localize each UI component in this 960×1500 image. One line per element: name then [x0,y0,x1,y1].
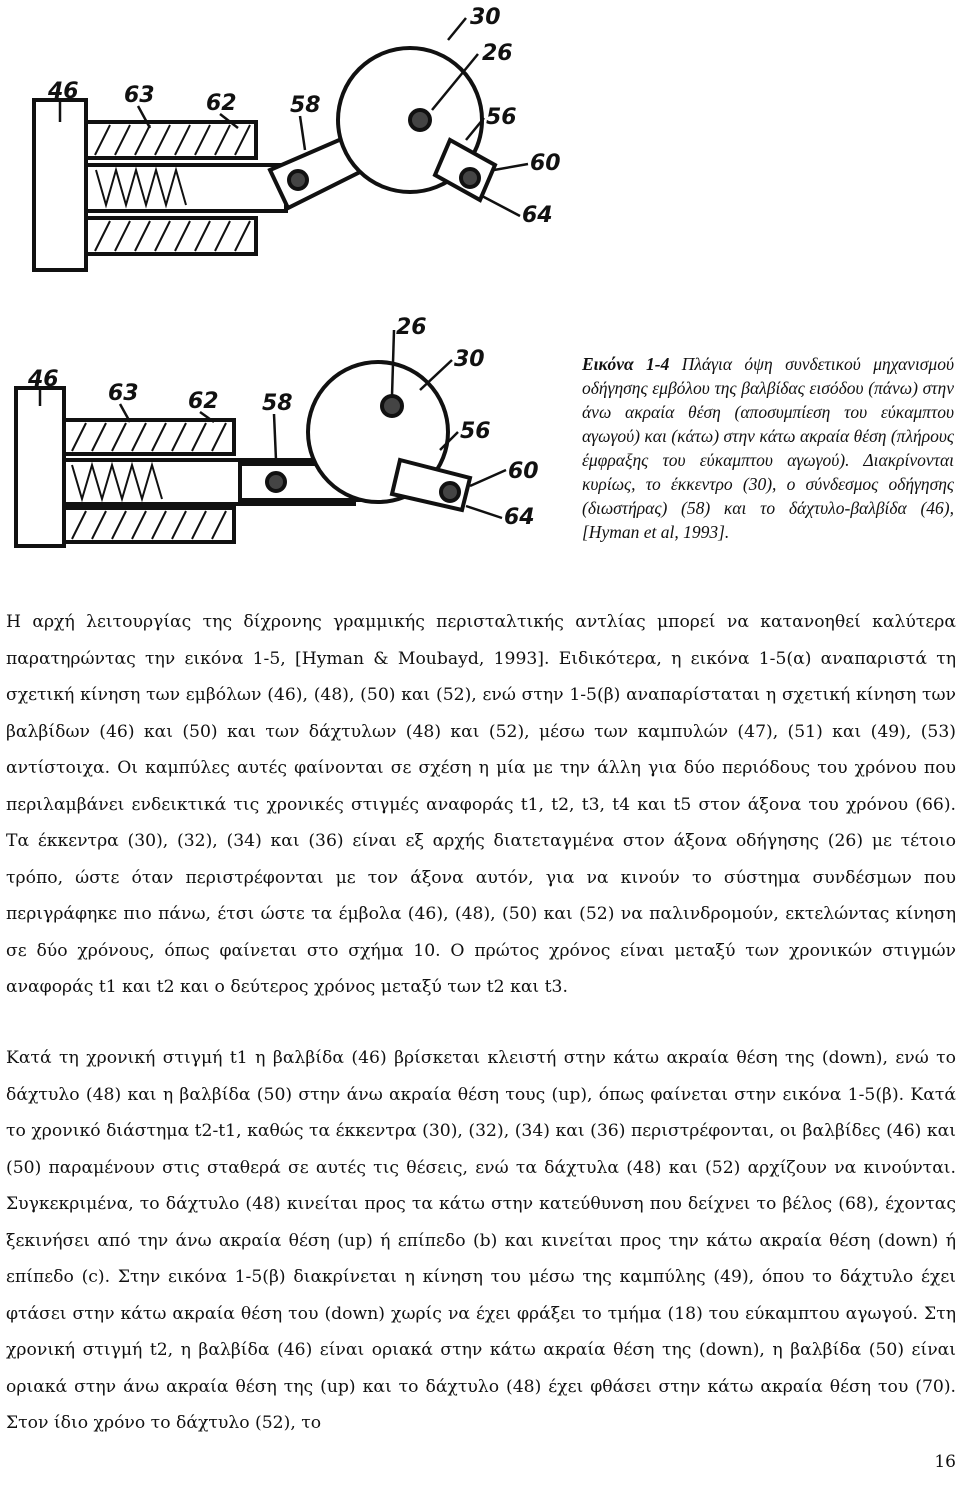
label-46: 46 [28,367,59,392]
label-63: 63 [124,83,155,108]
label-30: 30 [454,347,485,372]
label-46: 46 [48,79,79,104]
label-60: 60 [530,151,561,176]
label-64: 64 [504,505,535,530]
label-64: 64 [522,203,553,228]
figure-top-upper-position [0,0,600,330]
caption-label: Εικόνα 1-4 [582,354,670,374]
label-56: 56 [460,419,491,444]
label-56: 56 [486,105,517,130]
label-58: 58 [262,391,293,416]
figure-caption [582,352,954,544]
label-26: 26 [396,315,427,340]
page-number: 16 [934,1452,956,1472]
caption-text: Πλάγια όψη συνδετικού μηχανισμού οδήγησης εμβόλου της βαλβίδας εισόδου (πάνω) στην άνω ακραία θέση (αποσυμπίεση του εύκαμπτου αγωγού) και (κάτω) στην κάτω ακραία θέση (πλήρους έμφραξης του εύκαμπτου αγωγού). Διακρίνονται κυρίως, το έκκεντρο (30), ο σύνδεσμος οδήγησης (διωστήρας) (58) και το δάχτυλο-βαλβίδα (46), [Hyman et al, 1993]. [582,354,955,542]
label-63: 63 [108,381,139,406]
figure-bottom-lower-position [0,310,580,600]
label-58: 58 [290,93,321,118]
label-30: 30 [470,5,501,30]
label-62: 62 [188,389,219,414]
label-62: 62 [206,91,237,116]
label-60: 60 [508,459,539,484]
paragraph-2: Κατά τη χρονική στιγμή t1 η βαλβίδα (46) βρίσκεται κλειστή στην κάτω ακραία θέση της (down), ενώ το δάχτυλο (48) και η βαλβίδα (50) στην άνω ακραία θέση τους (up), όπως φαίνεται στην εικόνα 1-5(β). Κατά το χρονικό διάστημα t2-t1, καθώς τα έκκεντρα (30), (32), (34) και (36) περιστρέφονται, οι βαλβίδες (46) και (50) παραμένουν στις σταθερά σε αυτές τις θέσεις, ενώ τα δάχτυλα (48) και (52) αρχίζουν να κινούνται. Συγκεκριμένα, το δάχτυλο (48) κινείται προς τα κάτω στην κατεύθυνση που δείχνει το βέλος (68), έχοντας ξεκινήσει από την άνω ακραία θέση (up) ή επίπεδο (b) και κινείται προς την κάτω ακραία θέση (down) ή επίπεδο (c). Στην εικόνα 1-5(β) διακρίνεται η κίνηση του μέσω της καμπύλης (49), όπου το δάχτυλο έχει φτάσει στην κάτω ακραία θέση του (down) χωρίς να έχει φράξει το τμήμα (18) του εύκαμπτου αγωγού. Στη χρονική στιγμή t2, η βαλβίδα (46) είναι οριακά στην κάτω ακραία θέση της (down), η βαλβίδα (50) είναι οριακά στην άνω ακραία θέση της (up) και το δάχτυλο (48) έχει φθάσει στην κάτω ακραία θέση του (70). Στον ίδιο χρόνο το δάχτυλο (52), το [6,1048,956,1433]
paragraph-1: Η αρχή λειτουργίας της δίχρονης γραμμικής περισταλτικής αντλίας μπορεί να κατανοηθεί καλύτερα παρατηρώντας την εικόνα 1-5, [Hyman & Moubayd, 1993]. Ειδικότερα, η εικόνα 1-5(α) αναπαριστά τη σχετική κίνηση των εμβόλων (46), (48), (50) και (52), ενώ στην 1-5(β) αναπαρίσταται η σχετική κίνηση των βαλβίδων (46) και (50) και των δάχτυλων (48) και (52), μέσω των καμπυλών (47), (51) και (49), (53) αντίστοιχα. Οι καμπύλες αυτές φαίνονται σε σχέση η μία με την άλλη για δύο περιόδους του χρόνου που περιλαμβάνει ενδεικτικά τις χρονικές στιγμές αναφοράς t1, t2, t3, t4 και t5 στον άξονα του χρόνου (66). Τα έκκεντρα (30), (32), (34) και (36) είναι εξ αρχής διατεταγμένα στον άξονα οδήγησης (26) με τέτοιο τρόπο, ώστε όταν περιστρέφονται με τον άξονα αυτόν, για να κινούν το σύστημα συνδέσμων που περιγράφηκε πιο πάνω, έτσι ώστε τα έμβολα (46), (48), (50) και (52) να παλινδρομούν, εκτελώντας κίνηση σε δύο χρόνους, όπως φαίνεται στο σχήμα 10. Ο πρώτος χρόνος είναι μεταξύ των χρονικών στιγμών αναφοράς t1 και t2 και ο δεύτερος χρόνος μεταξύ των t2 και t3. [6,612,956,997]
label-26: 26 [482,41,513,66]
